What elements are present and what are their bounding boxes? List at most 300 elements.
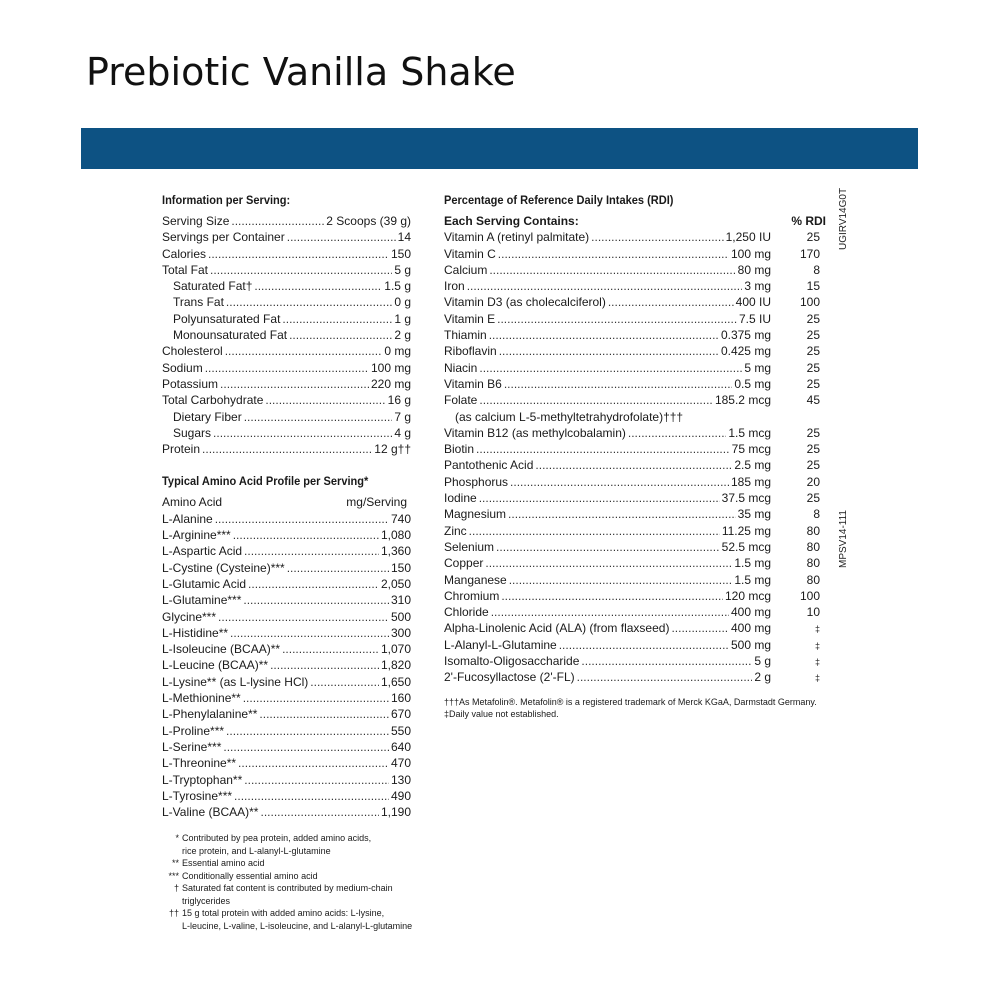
leader-dots bbox=[628, 425, 726, 441]
leader-dots bbox=[205, 360, 369, 376]
rdi-heading: Percentage of Reference Daily Intakes (RDI) bbox=[444, 193, 674, 207]
rdi-amount: 0.425 mg bbox=[720, 344, 771, 359]
amino-row bbox=[162, 674, 411, 690]
rdi-main bbox=[444, 506, 771, 522]
rdi-percent: ‡ bbox=[814, 657, 820, 668]
info-row bbox=[162, 213, 411, 229]
rdi-amount: 3 mg bbox=[744, 279, 771, 294]
amino-row bbox=[162, 772, 411, 788]
amino-row bbox=[162, 706, 411, 722]
amino-value: 1,190 bbox=[380, 805, 411, 820]
amino-label: L-Glutamine*** bbox=[162, 593, 242, 608]
rdi-col-pct: % RDI bbox=[791, 214, 826, 228]
rdi-row bbox=[444, 229, 826, 245]
info-value: 220 mg bbox=[370, 376, 411, 391]
rdi-percent: 100 bbox=[799, 295, 820, 310]
footnote-symbol: ‡ bbox=[444, 709, 450, 720]
rdi-col-label: Each Serving Contains: bbox=[444, 214, 579, 228]
amino-label: L-Aspartic Acid bbox=[162, 544, 243, 559]
rdi-label: Alpha-Linolenic Acid (ALA) (from flaxseed) bbox=[444, 621, 670, 636]
rdi-row bbox=[444, 441, 826, 457]
rdi-row bbox=[444, 457, 826, 473]
info-value: 0 mg bbox=[384, 344, 411, 359]
rdi-percent: 25 bbox=[806, 376, 820, 391]
rdi-row bbox=[444, 572, 826, 588]
leader-dots bbox=[282, 311, 392, 327]
amino-value: 640 bbox=[390, 739, 411, 754]
rdi-row bbox=[444, 669, 826, 685]
leader-dots bbox=[287, 229, 396, 245]
info-row bbox=[162, 278, 411, 294]
rdi-amount: 120 mcg bbox=[724, 588, 771, 603]
rdi-percent: 8 bbox=[813, 262, 820, 277]
amino-value: 670 bbox=[390, 707, 411, 722]
rdi-amount: 0.5 mg bbox=[734, 376, 771, 391]
rdi-main bbox=[444, 360, 771, 376]
amino-row bbox=[162, 690, 411, 706]
rdi-label: Copper bbox=[444, 556, 484, 571]
info-row bbox=[162, 425, 411, 441]
right-column bbox=[444, 193, 826, 721]
amino-col-label: Amino Acid bbox=[162, 495, 223, 510]
info-table bbox=[162, 213, 411, 457]
rdi-label: Phosphorus bbox=[444, 474, 509, 489]
rdi-percent: 25 bbox=[806, 311, 820, 326]
info-label: Sugars bbox=[173, 425, 212, 440]
rdi-row bbox=[444, 327, 826, 343]
rdi-percent: 25 bbox=[806, 328, 820, 343]
amino-row bbox=[162, 527, 411, 543]
rdi-percent: ‡ bbox=[814, 624, 820, 635]
leader-dots bbox=[497, 311, 737, 327]
footnote-text: Essential amino acid bbox=[182, 858, 265, 869]
amino-footnote bbox=[162, 870, 411, 883]
amino-value: 160 bbox=[390, 691, 411, 706]
rdi-label: Selenium bbox=[444, 539, 495, 554]
amino-label: L-Valine (BCAA)** bbox=[162, 805, 259, 820]
info-label: Protein bbox=[162, 442, 201, 457]
rdi-label: Calcium bbox=[444, 262, 488, 277]
rdi-footnote bbox=[444, 696, 826, 709]
leader-dots bbox=[202, 441, 372, 457]
leader-dots bbox=[504, 376, 733, 392]
amino-row bbox=[162, 657, 411, 673]
rdi-label: Vitamin B12 (as methylcobalamin) bbox=[444, 425, 626, 440]
info-value: 100 mg bbox=[370, 360, 411, 375]
leader-dots bbox=[467, 278, 743, 294]
info-label: Polyunsaturated Fat bbox=[173, 311, 281, 326]
leader-dots bbox=[508, 506, 736, 522]
leader-dots bbox=[259, 706, 389, 722]
info-value: 2 g bbox=[394, 328, 411, 343]
leader-dots bbox=[226, 723, 389, 739]
rdi-percent: 10 bbox=[806, 605, 820, 620]
leader-dots bbox=[509, 572, 733, 588]
footnote-symbol: ** bbox=[171, 858, 179, 869]
amino-label: L-Phenylalanine** bbox=[162, 707, 258, 722]
rdi-row bbox=[444, 376, 826, 392]
amino-value: 1,820 bbox=[380, 658, 411, 673]
rdi-column-headers bbox=[444, 213, 826, 229]
rdi-row bbox=[444, 539, 826, 555]
rdi-amount: 400 IU bbox=[735, 295, 771, 310]
rdi-row bbox=[444, 360, 826, 376]
rdi-row bbox=[444, 262, 826, 278]
amino-row bbox=[162, 609, 411, 625]
amino-label: Glycine*** bbox=[162, 609, 217, 624]
header-band bbox=[81, 128, 918, 169]
leader-dots bbox=[501, 588, 723, 604]
rdi-footnote bbox=[444, 708, 826, 721]
amino-footnote bbox=[162, 907, 411, 932]
rdi-main bbox=[444, 653, 771, 669]
left-column bbox=[162, 193, 411, 932]
footnote-text: Daily value not established. bbox=[449, 709, 559, 720]
page-title: Prebiotic Vanilla Shake bbox=[86, 50, 516, 94]
amino-value: 130 bbox=[390, 772, 411, 787]
footnote-symbol: ††† bbox=[444, 696, 460, 707]
rdi-percent: ‡ bbox=[814, 640, 820, 651]
info-value: 14 bbox=[397, 230, 411, 245]
rdi-main bbox=[444, 604, 771, 620]
leader-dots bbox=[479, 490, 720, 506]
rdi-percent: 25 bbox=[806, 458, 820, 473]
leader-dots bbox=[577, 669, 753, 685]
footnote-symbol: *** bbox=[168, 870, 179, 881]
amino-footnote bbox=[162, 857, 411, 870]
leader-dots bbox=[231, 213, 324, 229]
rdi-label: Pantothenic Acid bbox=[444, 458, 534, 473]
rdi-label: Vitamin C bbox=[444, 246, 496, 261]
rdi-percent: 25 bbox=[806, 425, 820, 440]
amino-label: L-Tryptophan** bbox=[162, 772, 243, 787]
amino-label: L-Alanine bbox=[162, 511, 213, 526]
leader-dots bbox=[243, 592, 389, 608]
leader-dots bbox=[220, 376, 369, 392]
leader-dots bbox=[479, 392, 713, 408]
amino-row bbox=[162, 739, 411, 755]
info-row bbox=[162, 392, 411, 408]
info-row bbox=[162, 262, 411, 278]
rdi-table bbox=[444, 229, 826, 685]
side-code-top: UGIRV14G0T bbox=[838, 187, 849, 250]
rdi-label: Vitamin A (retinyl palmitate) bbox=[444, 230, 590, 245]
rdi-label: Iodine bbox=[444, 491, 477, 506]
rdi-label: L-Alanyl-L-Glutamine bbox=[444, 637, 557, 652]
leader-dots bbox=[535, 457, 732, 473]
rdi-amount: 35 mg bbox=[737, 507, 771, 522]
amino-value: 740 bbox=[390, 511, 411, 526]
leader-dots bbox=[489, 327, 719, 343]
amino-label: L-Leucine (BCAA)** bbox=[162, 658, 269, 673]
rdi-percent: 80 bbox=[806, 539, 820, 554]
rdi-row bbox=[444, 555, 826, 571]
rdi-amount: 500 mg bbox=[730, 637, 771, 652]
rdi-amount: 1.5 mg bbox=[734, 556, 771, 571]
rdi-row bbox=[444, 294, 826, 310]
info-label: Dietary Fiber bbox=[173, 409, 242, 424]
rdi-main bbox=[444, 262, 771, 278]
amino-row bbox=[162, 641, 411, 657]
amino-value: 490 bbox=[390, 788, 411, 803]
rdi-label: Vitamin B6 bbox=[444, 376, 502, 391]
rdi-amount: 11.25 mg bbox=[721, 523, 771, 538]
amino-value: 550 bbox=[390, 723, 411, 738]
rdi-percent: 25 bbox=[806, 230, 820, 245]
info-label: Calories bbox=[162, 246, 207, 261]
amino-footnote bbox=[162, 882, 411, 907]
info-row bbox=[162, 311, 411, 327]
rdi-amount: 80 mg bbox=[737, 262, 771, 277]
rdi-row bbox=[444, 506, 826, 522]
rdi-amount: 2.5 mg bbox=[734, 458, 771, 473]
amino-value: 150 bbox=[390, 560, 411, 575]
info-label: Potassium bbox=[162, 376, 219, 391]
amino-row bbox=[162, 755, 411, 771]
leader-dots bbox=[489, 262, 735, 278]
rdi-label: Magnesium bbox=[444, 507, 507, 522]
amino-label: L-Methionine** bbox=[162, 691, 241, 706]
amino-row bbox=[162, 625, 411, 641]
info-value: 1 g bbox=[394, 311, 411, 326]
footnote-text: Contributed by pea protein, added amino acids, rice protein, and L-alanyl-L-glutamine bbox=[182, 833, 372, 856]
rdi-main bbox=[444, 588, 771, 604]
rdi-amount: 75 mcg bbox=[731, 442, 771, 457]
leader-dots bbox=[233, 527, 379, 543]
rdi-row bbox=[444, 523, 826, 539]
leader-dots bbox=[282, 641, 379, 657]
rdi-percent: 25 bbox=[806, 344, 820, 359]
rdi-percent: ‡ bbox=[814, 673, 820, 684]
rdi-percent: 8 bbox=[813, 507, 820, 522]
rdi-label: Manganese bbox=[444, 572, 507, 587]
amino-row bbox=[162, 543, 411, 559]
rdi-amount: 1,250 IU bbox=[725, 230, 771, 245]
rdi-amount: 5 mg bbox=[744, 360, 771, 375]
leader-dots bbox=[287, 560, 389, 576]
leader-dots bbox=[310, 674, 379, 690]
rdi-amount: 37.5 mcg bbox=[721, 491, 771, 506]
footnote-text: Conditionally essential amino acid bbox=[182, 870, 318, 881]
leader-dots bbox=[218, 609, 389, 625]
footnote-symbol: †† bbox=[168, 908, 179, 919]
leader-dots bbox=[485, 555, 732, 571]
rdi-main bbox=[444, 229, 771, 245]
amino-label: L-Serine*** bbox=[162, 739, 222, 754]
info-label: Saturated Fat† bbox=[173, 279, 253, 294]
leader-dots bbox=[491, 604, 729, 620]
rdi-main bbox=[444, 539, 771, 555]
rdi-row bbox=[444, 637, 826, 653]
rdi-row bbox=[444, 474, 826, 490]
rdi-label: Chloride bbox=[444, 605, 489, 620]
info-value: 1.5 g bbox=[384, 279, 411, 294]
amino-value: 1,650 bbox=[380, 674, 411, 689]
info-row bbox=[162, 294, 411, 310]
leader-dots bbox=[230, 625, 389, 641]
info-row bbox=[162, 441, 411, 457]
leader-dots bbox=[496, 539, 720, 555]
rdi-main bbox=[444, 246, 771, 262]
info-label: Servings per Container bbox=[162, 230, 285, 245]
leader-dots bbox=[289, 327, 392, 343]
rdi-row bbox=[444, 343, 826, 359]
leader-dots bbox=[608, 294, 734, 310]
amino-heading: Typical Amino Acid Profile per Serving* bbox=[162, 474, 369, 489]
rdi-amount: 7.5 IU bbox=[738, 311, 771, 326]
amino-column-headers bbox=[162, 494, 411, 510]
info-label: Total Fat bbox=[162, 262, 209, 277]
rdi-row-continuation: (as calcium L-5-methyltetrahydrofolate)††† bbox=[455, 409, 684, 424]
info-label: Cholesterol bbox=[162, 344, 223, 359]
info-label: Monounsaturated Fat bbox=[173, 328, 288, 343]
rdi-label: Niacin bbox=[444, 360, 478, 375]
amino-label: L-Histidine** bbox=[162, 625, 229, 640]
rdi-main bbox=[444, 637, 771, 653]
amino-value: 310 bbox=[390, 593, 411, 608]
rdi-row bbox=[444, 490, 826, 506]
rdi-percent: 170 bbox=[799, 246, 820, 261]
rdi-label: Chromium bbox=[444, 588, 500, 603]
leader-dots bbox=[591, 229, 723, 245]
leader-dots bbox=[208, 246, 389, 262]
amino-row bbox=[162, 723, 411, 739]
rdi-label: 2'-Fucosyllactose (2'-FL) bbox=[444, 670, 575, 685]
rdi-percent: 25 bbox=[806, 491, 820, 506]
footnote-text: 15 g total protein with added amino acids: L-lysine, L-leucine, L-valine, L-isoleucine, and L-alanyl-L-glutamine bbox=[182, 908, 413, 931]
info-value: 150 bbox=[390, 246, 411, 261]
rdi-amount: 1.5 mg bbox=[734, 572, 771, 587]
info-label: Total Carbohydrate bbox=[162, 393, 264, 408]
rdi-main bbox=[444, 620, 771, 636]
amino-value: 500 bbox=[390, 609, 411, 624]
rdi-label: Thiamin bbox=[444, 328, 487, 343]
footnote-symbol: * bbox=[175, 833, 179, 844]
rdi-main bbox=[444, 376, 771, 392]
amino-label: L-Cystine (Cysteine)*** bbox=[162, 560, 285, 575]
side-code-bottom: MPSV14-111 bbox=[838, 510, 849, 568]
leader-dots bbox=[499, 343, 719, 359]
rdi-row bbox=[444, 425, 826, 441]
rdi-main bbox=[444, 343, 771, 359]
rdi-main bbox=[444, 425, 771, 441]
rdi-row bbox=[444, 653, 826, 669]
info-row bbox=[162, 246, 411, 262]
amino-label: L-Isoleucine (BCAA)** bbox=[162, 642, 281, 657]
rdi-label: Isomalto-Oligosaccharide bbox=[444, 654, 580, 669]
rdi-main bbox=[444, 441, 771, 457]
rdi-label: Biotin bbox=[444, 442, 475, 457]
rdi-row bbox=[444, 392, 826, 408]
rdi-row bbox=[444, 620, 826, 636]
amino-value: 1,360 bbox=[380, 544, 411, 559]
leader-dots bbox=[469, 523, 720, 539]
leader-dots bbox=[270, 657, 379, 673]
rdi-main bbox=[444, 669, 771, 685]
info-value: 7 g bbox=[394, 409, 411, 424]
info-value: 12 g†† bbox=[374, 442, 411, 457]
leader-dots bbox=[581, 653, 752, 669]
leader-dots bbox=[671, 620, 729, 636]
rdi-label: Vitamin E bbox=[444, 311, 496, 326]
rdi-row bbox=[444, 278, 826, 294]
leader-dots bbox=[260, 804, 378, 820]
amino-row bbox=[162, 788, 411, 804]
info-value: 0 g bbox=[394, 295, 411, 310]
rdi-percent: 25 bbox=[806, 442, 820, 457]
rdi-percent: 15 bbox=[806, 279, 820, 294]
leader-dots bbox=[244, 409, 393, 425]
rdi-amount: 400 mg bbox=[730, 621, 771, 636]
amino-row bbox=[162, 592, 411, 608]
rdi-percent: 45 bbox=[806, 393, 820, 408]
leader-dots bbox=[213, 425, 392, 441]
leader-dots bbox=[238, 755, 389, 771]
rdi-main bbox=[444, 294, 771, 310]
rdi-main bbox=[444, 555, 771, 571]
amino-label: L-Lysine** (as L-lysine HCl) bbox=[162, 674, 309, 689]
footnote-text: Saturated fat content is contributed by medium-chain triglycerides bbox=[182, 883, 393, 906]
rdi-amount: 1.5 mcg bbox=[728, 425, 771, 440]
amino-label: L-Arginine*** bbox=[162, 528, 231, 543]
info-row bbox=[162, 409, 411, 425]
rdi-percent: 80 bbox=[806, 572, 820, 587]
amino-value: 2,050 bbox=[380, 576, 411, 591]
info-row bbox=[162, 360, 411, 376]
info-row bbox=[162, 229, 411, 245]
amino-footnotes bbox=[162, 832, 411, 932]
leader-dots bbox=[254, 278, 382, 294]
leader-dots bbox=[244, 543, 379, 559]
amino-label: L-Proline*** bbox=[162, 723, 225, 738]
info-label: Trans Fat bbox=[173, 295, 224, 310]
rdi-row bbox=[444, 604, 826, 620]
leader-dots bbox=[215, 511, 389, 527]
rdi-percent: 25 bbox=[806, 360, 820, 375]
rdi-label: Vitamin D3 (as cholecalciferol) bbox=[444, 295, 606, 310]
rdi-amount: 100 mg bbox=[730, 246, 771, 261]
rdi-main bbox=[444, 490, 771, 506]
info-value: 16 g bbox=[387, 393, 411, 408]
amino-footnote bbox=[162, 832, 411, 857]
amino-value: 470 bbox=[390, 756, 411, 771]
rdi-main bbox=[444, 311, 771, 327]
rdi-amount: 185.2 mcg bbox=[714, 393, 771, 408]
rdi-percent: 80 bbox=[806, 523, 820, 538]
rdi-amount: 400 mg bbox=[730, 605, 771, 620]
footnote-text: As Metafolin®. Metafolin® is a registered trademark of Merck KGaA, Darmstadt Germany. bbox=[459, 696, 817, 707]
rdi-main bbox=[444, 572, 771, 588]
info-heading: Information per Serving: bbox=[162, 193, 291, 207]
rdi-row bbox=[444, 311, 826, 327]
rdi-amount: 2 g bbox=[754, 670, 771, 685]
rdi-footnotes bbox=[444, 696, 826, 721]
amino-row bbox=[162, 560, 411, 576]
amino-row bbox=[162, 804, 411, 820]
leader-dots bbox=[479, 360, 742, 376]
info-value: 5 g bbox=[394, 262, 411, 277]
info-row bbox=[162, 327, 411, 343]
rdi-main bbox=[444, 457, 771, 473]
amino-col-value: mg/Serving bbox=[346, 495, 407, 510]
footnote-symbol: † bbox=[173, 883, 179, 894]
info-label: Serving Size bbox=[162, 214, 230, 228]
rdi-label: Folate bbox=[444, 393, 478, 408]
amino-label: L-Glutamic Acid bbox=[162, 576, 247, 591]
rdi-amount: 0.375 mg bbox=[720, 328, 771, 343]
leader-dots bbox=[248, 576, 379, 592]
rdi-main bbox=[444, 474, 771, 490]
